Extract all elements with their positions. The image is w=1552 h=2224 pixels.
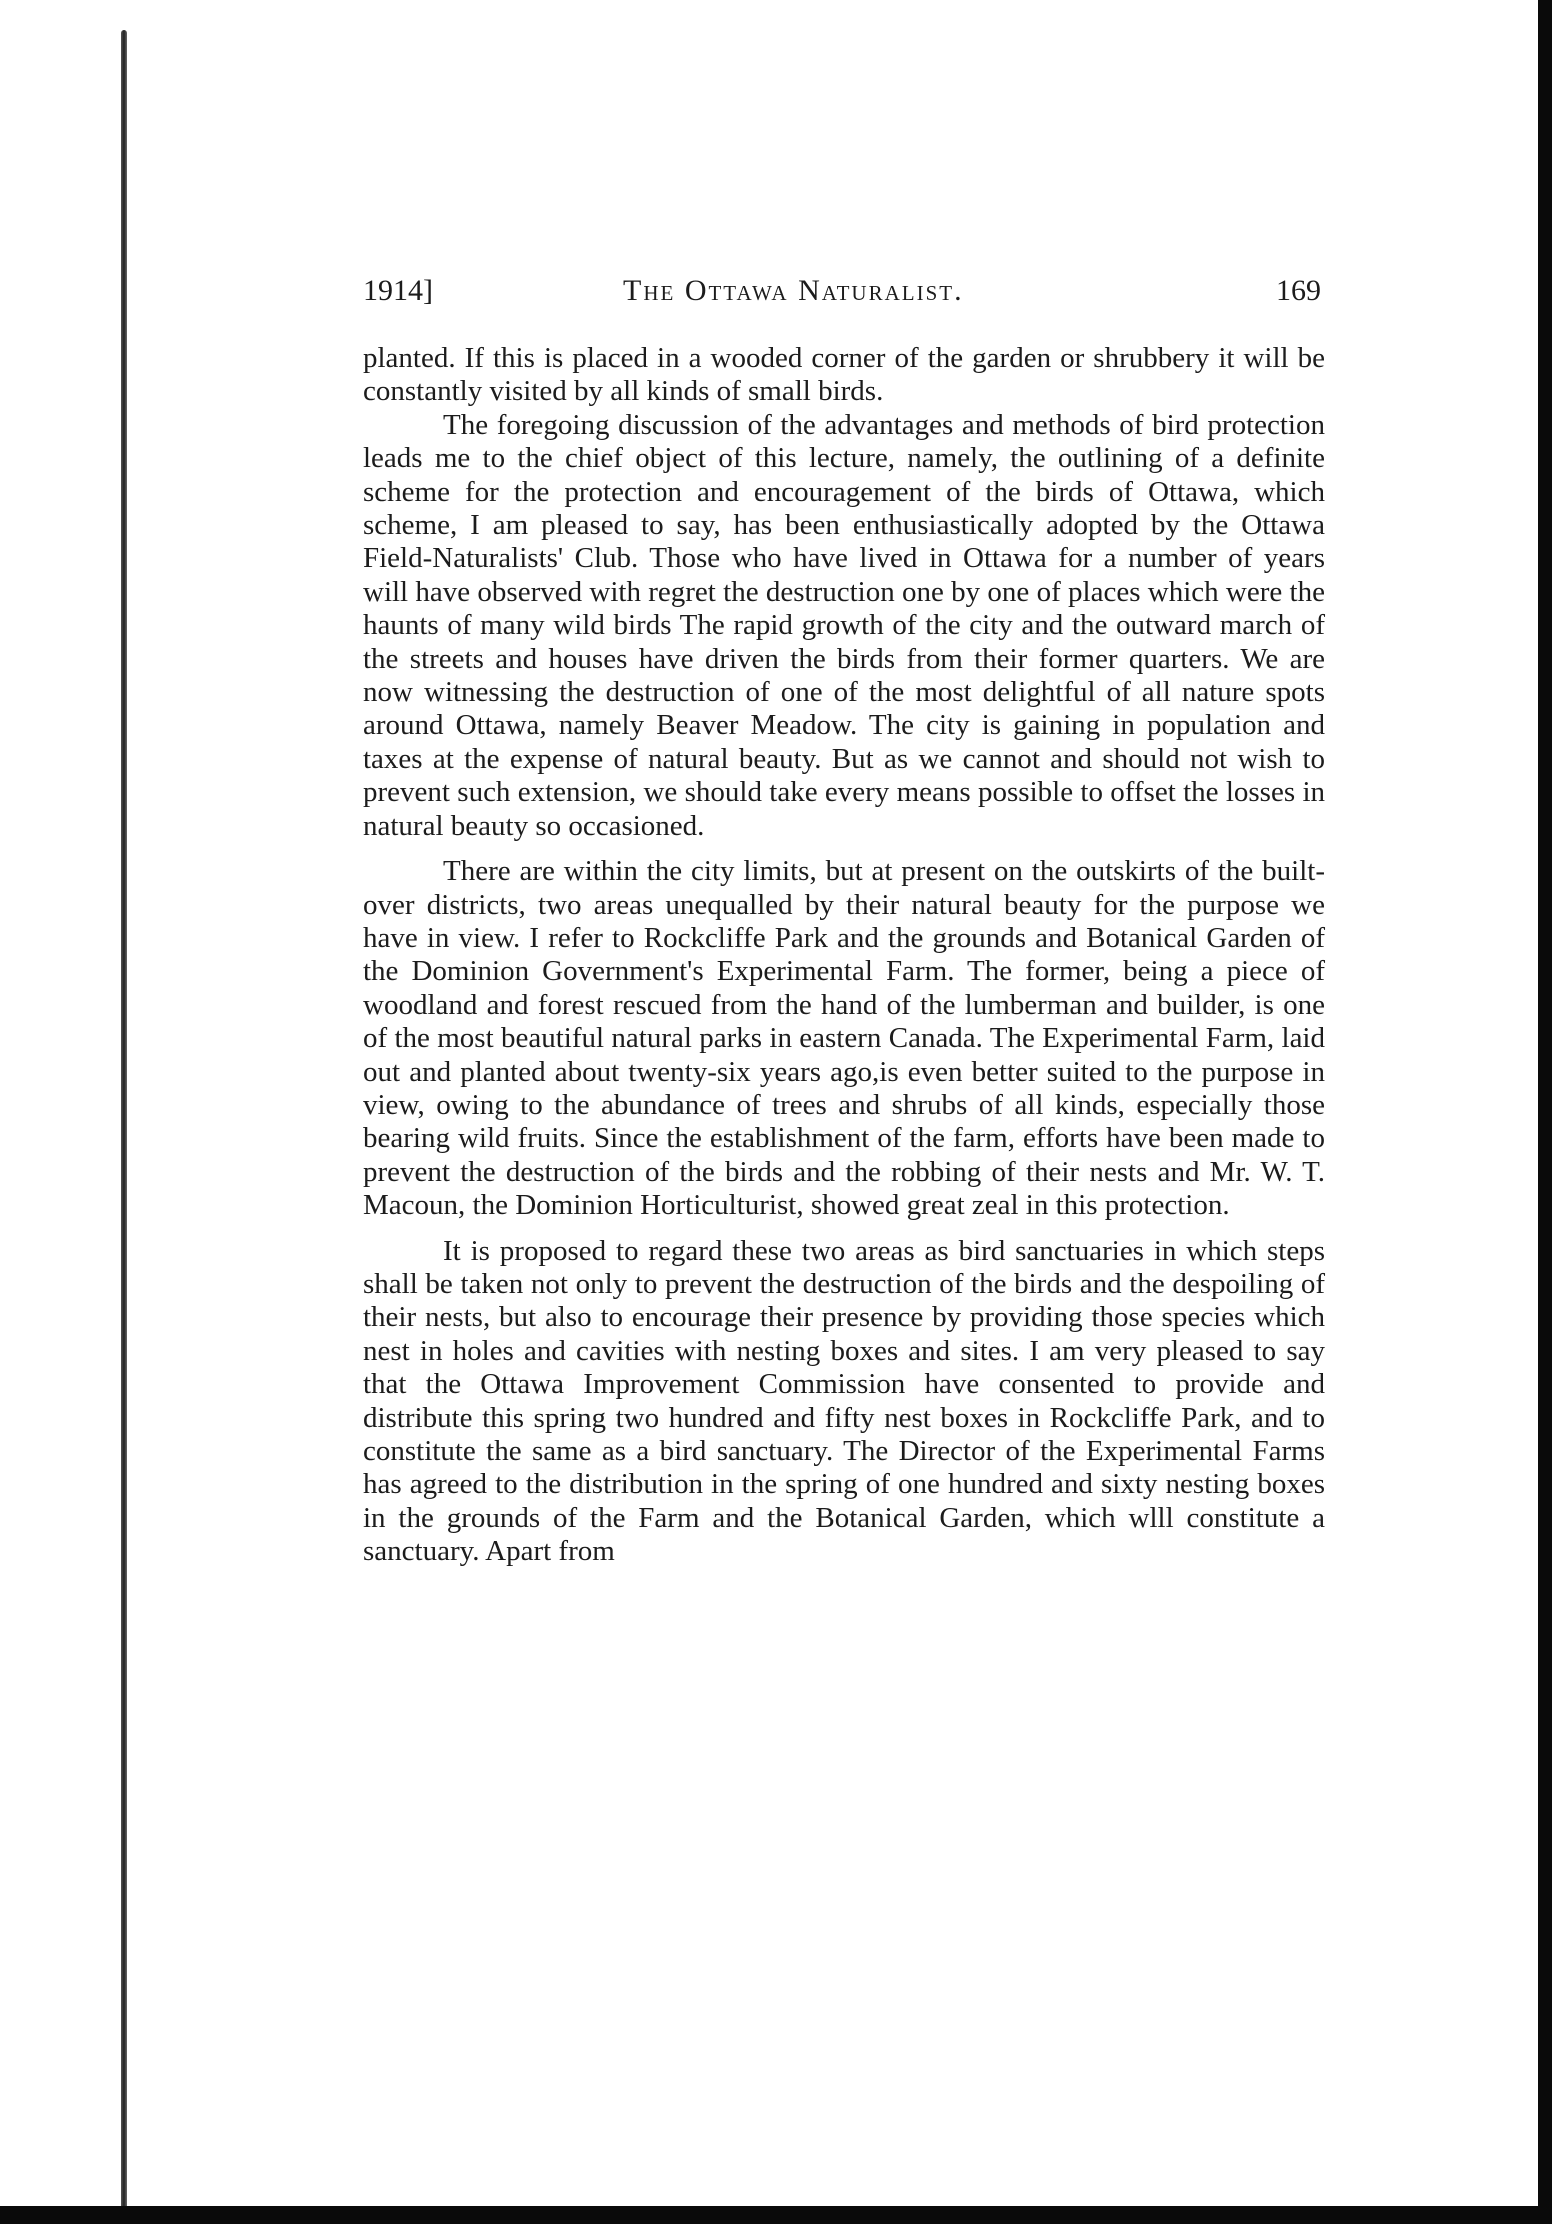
scan-border-right [1538, 0, 1552, 2224]
page-number: 169 [1276, 274, 1321, 307]
scan-border-bottom [0, 2206, 1552, 2224]
paragraph-1: planted. If this is placed in a wooded corner of the garden or shrubbery it will be constantly visited by all kinds of small birds. [363, 342, 1325, 408]
running-header [363, 274, 1321, 314]
header-year: 1914] [363, 274, 433, 307]
paragraph-2: The foregoing discussion of the advantages and methods of bird protection leads me to the chief object of this lecture, namely, the outlining of a definite scheme for the protection and encouragement of the birds of Ottawa, which scheme, I am pleased to say, has been enthusiastically adopted by the Ottawa Field-Naturalists' Club. Those who have lived in Ottawa for a number of years will have observed with regret the destruction one by one of places which were the haunts of many wild birds The rapid growth of the city and the outward march of the streets and houses have driven the birds from their former quarters. We are now witnessing the destruction of one of the most delightful of all nature spots around Ottawa, namely Beaver Meadow. The city is gaining in population and taxes at the expense of natural beauty. But as we cannot and should not wish to prevent such extension, we should take every means possible to offset the losses in natural beauty so occasioned. [363, 408, 1325, 842]
book-spine-line [121, 30, 127, 2210]
header-journal-title: The Ottawa Naturalist. [623, 274, 964, 307]
article-body [363, 342, 1325, 1569]
paragraph-4: It is proposed to regard these two areas as bird sanctuaries in which steps shall be taken not only to prevent the destruction of the birds and the despoiling of their nests, but also to encourage their presence by providing those species which nest in holes and cavities with nesting boxes and sites. I am very pleased to say that the Ottawa Improvement Commission have consented to provide and distribute this spring two hundred and fifty nest boxes in Rockcliffe Park, and to constitute the same as a bird sanctuary. The Director of the Experimental Farms has agreed to the distribution in the spring of one hundred and sixty nesting boxes in the grounds of the Farm and the Botanical Garden, which wlll constitute a sanctuary. Apart from [363, 1234, 1325, 1568]
paragraph-3: There are within the city limits, but at present on the outskirts of the built-over districts, two areas unequalled by their natural beauty for the purpose we have in view. I refer to Rockcliffe Park and the grounds and Botanical Garden of the Dominion Government's Experimental Farm. The former, being a piece of woodland and forest rescued from the hand of the lumberman and builder, is one of the most beautiful natural parks in eastern Canada. The Experimental Farm, laid out and planted about twenty-six years ago,is even better suited to the purpose in view, owing to the abundance of trees and shrubs of all kinds, especially those bearing wild fruits. Since the establishment of the farm, efforts have been made to prevent the destruction of the birds and the robbing of their nests and Mr. W. T. Macoun, the Dominion Horticulturist, showed great zeal in this protection. [363, 855, 1325, 1222]
